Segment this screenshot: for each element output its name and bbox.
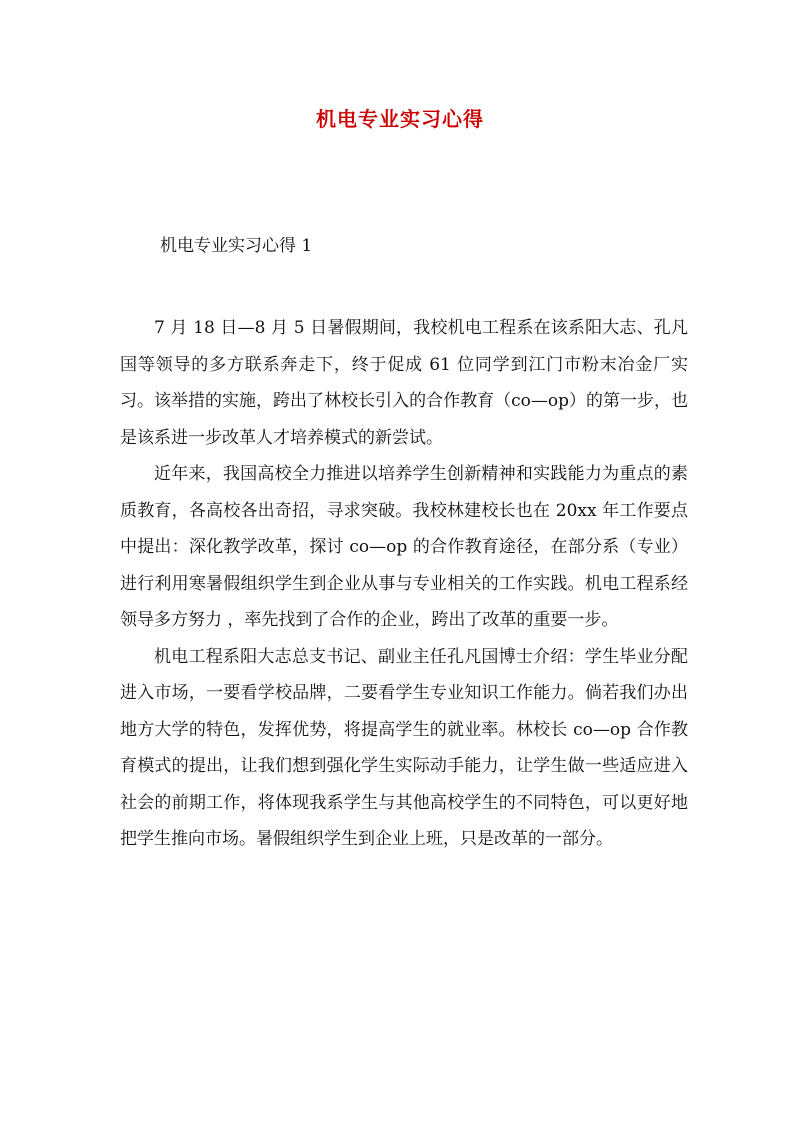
- paragraph-3: 机电工程系阳大志总支书记、副业主任孔凡国博士介绍：学生毕业分配进入市场，一要看学校品牌，二要看学生专业知识工作能力。倘若我们办出地方大学的特色，发挥优势，将提高学生的就业率。林校长 co—op 合作教育模式的提出，让我们想到强化学生实际动手能力，让学生做一些适应进入社会的前期工作，将体现我系学生与其他高校学生的不同特色，可以更好地把学生推向市场。暑假组织学生到企业上班，只是改革的一部分。: [120, 646, 688, 849]
- paragraph-2: 近年来，我国高校全力推进以培养学生创新精神和实践能力为重点的素质教育，各高校各出奇招，寻求突破。我校林建校长也在 20xx 年工作要点中提出：深化教学改革，探讨 co—op 的合作教育途径，在部分系（专业）进行利用寒暑假组织学生到企业从事与专业相关的工作实践。机电工程系经领导多方努力 ，率先找到了合作的企业，跨出了改革的重要一步。: [120, 464, 688, 630]
- page-title: 机电专业实习心得: [316, 107, 484, 131]
- paragraph-1: 7 月 18 日—8 月 5 日暑假期间，我校机电工程系在该系阳大志、孔凡国等领导的多方联系奔走下，终于促成 61 位同学到江门市粉末冶金厂实习。该举措的实施，跨出了林校长引入的合作教育（co—op）的第一步，也是该系进一步改革人才培养模式的新尝试。: [120, 318, 688, 448]
- section-subtitle: 机电专业实习心得 1: [160, 236, 313, 256]
- body-text: [120, 310, 688, 858]
